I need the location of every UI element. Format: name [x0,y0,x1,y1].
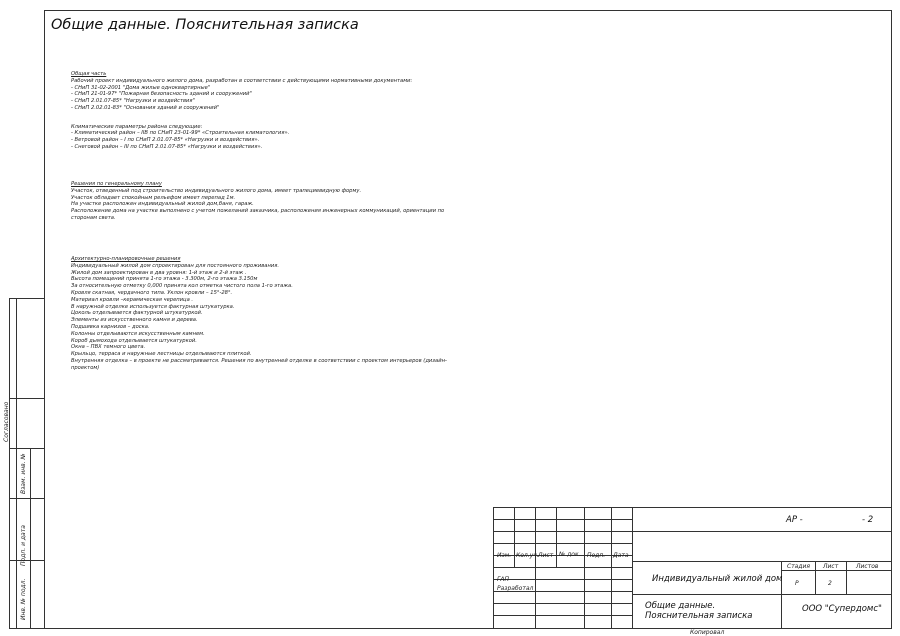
text-line: Подшивка карнизов – доска. [71,323,150,330]
text-line: - СНиП 2.01.07-85* "Нагрузки и воздействия" [71,98,195,105]
text-line: За относительную отметку 0,000 принята кол отметка чистого пола 1-го этажа. [71,283,293,290]
text-line: Индивидуальный жилой дом спроектирован для постоянного проживания. [71,262,280,269]
text-line: - Климатический район – IIВ по СНиП 23-01-99* «Строительная климатология». [71,130,290,137]
text-line: Высота помещений принята 1-го этажа - 3.300м, 2-го этажа 3.150м [71,276,258,283]
title-block-header-list: Лист [538,552,554,559]
title-block-header-kolvo: Кол.уч. [516,552,539,559]
stage-value: Р [795,580,799,587]
text-line: На участке расположен индивидуальный жилой дом,баня, гараж. [71,201,254,208]
text-line: Колонны отделываются искусственным камнем. [71,330,205,337]
side-inv-replace: Взам. инв. № [20,453,27,494]
section-heading: Архитектурно-планировочные решения [71,256,181,262]
section-general [71,71,491,151]
text-line: - СНиП 31-02-2001 "Дома жилые одноквартирные" [71,84,211,91]
text-line: Крыльцо, терраса и наружные лестницы отделываются плиткой. [71,351,252,358]
text-line: Кровля скатная, чердачного типа. Уклон кровли – 15°-28°. [71,289,233,296]
text-line [71,112,491,119]
doc-code-sheet: - 2 [862,515,874,525]
title-block-header-izm: Изм. [497,552,512,559]
section-architecture [71,256,491,372]
text-line: Внутренняя отделка – в проекте не рассматривается. Решения по внутренней отделке в соответствии с проектом интерьеров (дизайн-проектом) [71,357,447,371]
text-line: - СНиП 21-01-97* "Пожарная безопасность зданий и сооружений" [71,91,252,98]
title-block-header-doc: № док. [559,551,581,558]
project-name: Индивидуальный жилой дом [652,574,783,584]
text-line: Цоколь отделывается фактурной штукатуркой. [71,310,203,317]
frame-left [44,10,45,629]
text-line: - Снеговой район – III по СНиП 2.01.07-85* «Нагрузки и воздействия». [71,143,263,150]
frame-right [891,10,892,629]
text-line: - СНиП 2.02.01-83* "Основания зданий и сооружений" [71,104,220,111]
section-heading: Решения по генеральному плану [71,181,162,187]
stage-label: Стадия [787,563,811,570]
frame-top [44,10,892,11]
section-genplan [71,181,491,222]
title-block-header-sign: Подп. [587,552,606,559]
text-line: - Ветровой район – I по СНиП 2.01.07-85* «Нагрузки и воздействия». [71,137,260,144]
frame-bottom [44,628,892,629]
copied-label: Копировал [690,629,725,636]
text-line: Рабочий проект индивидуального жилого дома, разработан в соответствии с действующими нормативными документами: [71,77,413,84]
text-line: Жилой дом запроектирован в два уровня: 1-й этаж и 2-й этаж . [71,269,247,276]
text-line: Участок обладает спокойным рельефом имеет перепад 1м. [71,194,236,201]
section-heading: Общая часть [71,71,107,77]
text-line: Климатические параметры района следующие: [71,123,203,130]
side-signature-date: Подп. и дата [20,525,27,566]
text-line: Расположение дома на участке выполнено с учетом пожеланий заказчика, расположения инженерных коммуникаций, ориентации по сторонам света. [71,208,445,221]
doc-code: АР - [786,515,803,525]
text-line: Участок, отведенный под строительство индивидуального жилого дома, имеет трапециевидную форму. [71,187,362,194]
title-block-role-gap: ГАП [497,576,509,583]
title-block-role-developer: Разработал [497,585,534,592]
text-line: Материал кровли –керамическая черепица . [71,296,194,303]
text-line: В наружной отделке используется фактурная штукатурка. [71,303,235,310]
text-line: Короб дымохода отделывается штукатуркой. [71,337,197,344]
text-line: Элементы из искусственного камня и дерева. [71,317,198,324]
sheet-value: 2 [828,580,832,587]
sheet-label: Лист [823,563,839,570]
sheets-label: Листов [856,563,879,570]
title-block-header-date: Дата [613,552,629,559]
side-inv-orig: Инв. № подл. [20,578,27,620]
side-agreed: Согласовано [3,401,10,442]
sheet-title: Общие данные. Пояснительная записка [645,601,753,621]
company-name: ООО "Супердомс" [802,604,882,614]
text-line: Окна – ПВХ темного цвета. [71,344,146,351]
page-title: Общие данные. Пояснительная записка [51,17,359,33]
